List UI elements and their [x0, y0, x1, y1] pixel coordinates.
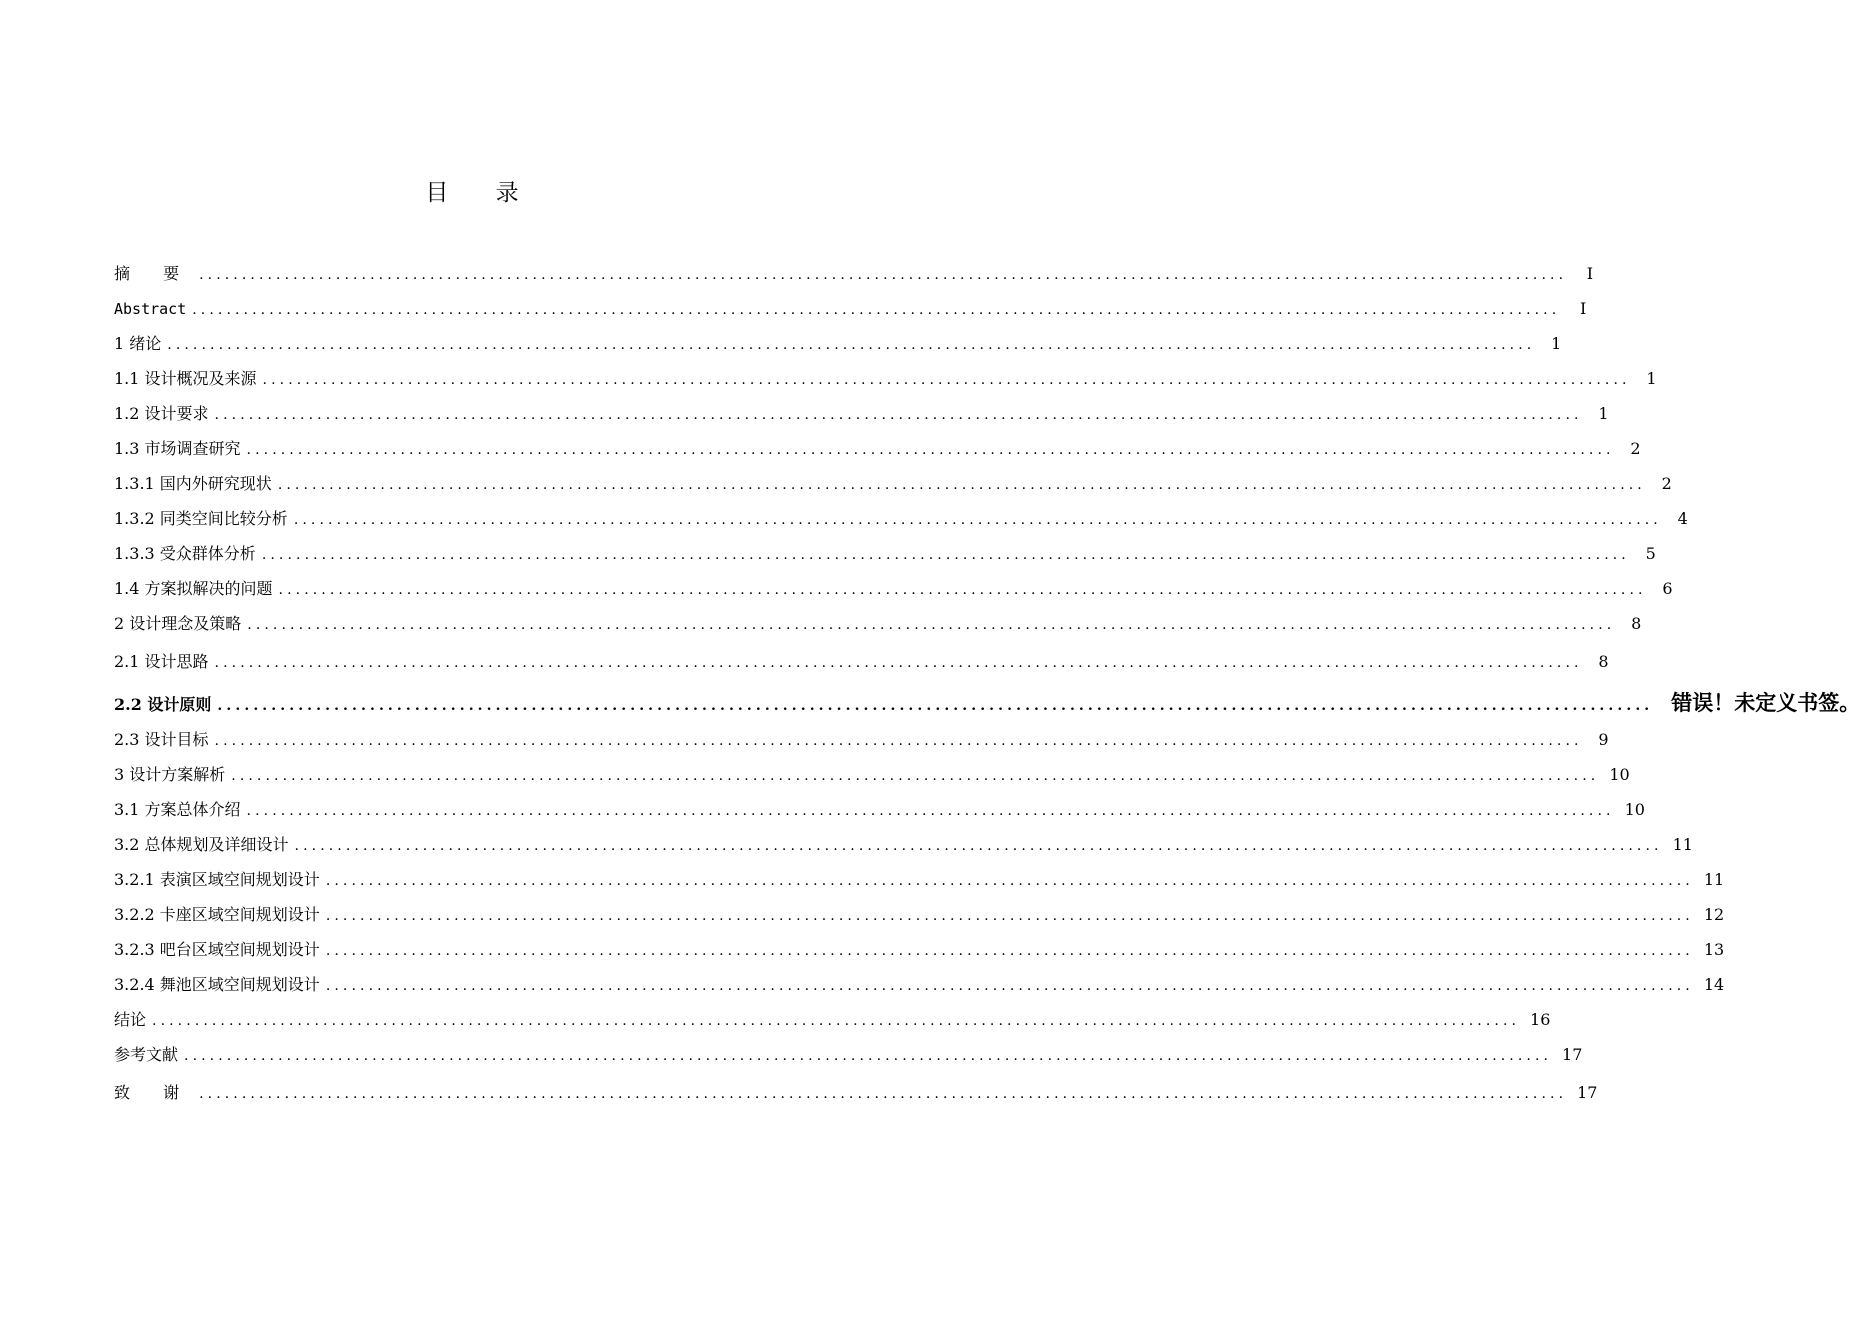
toc-entry-label: 1.3.2 同类空间比较分析: [114, 506, 294, 532]
toc-entry-3-2[interactable]: [114, 832, 1693, 858]
toc-dot-leader: ................................................................................................................................................................: [214, 407, 1583, 423]
toc-entry-references[interactable]: [114, 1042, 1583, 1068]
toc-entry-3-2-4[interactable]: [114, 972, 1725, 998]
toc-entry-label: 1.2 设计要求: [114, 401, 215, 427]
toc-entry-label: 1.3.3 受众群体分析: [114, 541, 262, 567]
toc-entry-3-2-1[interactable]: [114, 867, 1725, 893]
toc-entry-2-1[interactable]: [114, 649, 1609, 675]
toc-dot-leader: ................................................................................................................................................................: [325, 943, 1694, 959]
toc-entry-abstract-cn[interactable]: [114, 261, 1594, 287]
toc-dot-leader: ................................................................................................................................................................: [294, 838, 1663, 854]
toc-entry-page: 11: [1703, 870, 1725, 889]
toc-dot-leader: ................................................................................................................................................................: [325, 908, 1694, 924]
toc-entry-page: 5: [1645, 544, 1656, 563]
toc-entry-1-2[interactable]: [114, 401, 1609, 427]
toc-entry-chapter-2[interactable]: [114, 611, 1642, 637]
toc-entry-abstract-en[interactable]: [114, 296, 1587, 322]
toc-entry-label: 3.2.3 吧台区域空间规划设计: [114, 937, 326, 963]
toc-entry-page: 8: [1598, 652, 1609, 671]
toc-entry-page: 2: [1661, 474, 1672, 493]
toc-entry-label: 1.3.1 国内外研究现状: [114, 471, 278, 497]
toc-entry-page: 8: [1631, 614, 1642, 633]
toc-entry-page: 10: [1624, 800, 1645, 819]
toc-entry-1-3-3[interactable]: [114, 541, 1656, 567]
toc-dot-leader: ................................................................................................................................................................: [217, 698, 1654, 714]
toc-dot-leader: ................................................................................................................................................................: [278, 582, 1647, 598]
toc-entry-1-4[interactable]: [114, 576, 1673, 602]
toc-entry-label: 1.1 设计概况及来源: [114, 366, 263, 392]
toc-entry-label: 3.1 方案总体介绍: [114, 797, 247, 823]
toc-entry-1-1[interactable]: [114, 366, 1657, 392]
toc-dot-leader: ................................................................................................................................................................: [261, 547, 1630, 563]
toc-entry-3-2-2[interactable]: [114, 902, 1725, 928]
toc-entry-3-2-3[interactable]: [114, 937, 1725, 963]
toc-dot-leader: ................................................................................................................................................................: [277, 477, 1646, 493]
toc-entry-page: 1: [1598, 404, 1609, 423]
toc-entry-page: 11: [1672, 835, 1693, 854]
toc-entry-label: 1.3 市场调查研究: [114, 436, 247, 462]
toc-entry-page: 13: [1703, 940, 1725, 959]
toc-dot-leader: ................................................................................................................................................................: [184, 1048, 1553, 1064]
toc-entry-label: 致 谢: [114, 1080, 199, 1106]
toc-dot-leader: ................................................................................................................................................................: [246, 442, 1615, 458]
toc-entry-label: 3 设计方案解析: [114, 762, 231, 788]
toc-entry-chapter-1[interactable]: [114, 331, 1562, 357]
toc-entry-label: 2 设计理念及策略: [114, 611, 247, 637]
toc-dot-leader: ................................................................................................................................................................: [262, 372, 1631, 388]
toc-entry-page: 9: [1598, 730, 1609, 749]
toc-entry-page: 16: [1530, 1010, 1551, 1029]
toc-title: 目 录: [425, 180, 539, 206]
toc-entry-page: 4: [1677, 509, 1688, 528]
toc-dot-leader: ................................................................................................................................................................: [199, 267, 1568, 283]
toc-entry-page: 2: [1630, 439, 1641, 458]
toc-bookmark-error: 错误！未定义书签。: [1671, 691, 1860, 715]
toc-dot-leader: ................................................................................................................................................................: [325, 873, 1694, 889]
toc-entry-page: 12: [1703, 905, 1725, 924]
toc-entry-page: 14: [1703, 975, 1725, 994]
toc-entry-label: Abstract: [114, 296, 192, 322]
toc-entry-1-3-2[interactable]: [114, 506, 1688, 532]
toc-entry-conclusion[interactable]: [114, 1007, 1551, 1033]
toc-entry-page: 17: [1562, 1045, 1583, 1064]
toc-dot-leader: ................................................................................................................................................................: [214, 733, 1583, 749]
toc-entry-label: 2.3 设计目标: [114, 727, 215, 753]
toc-entry-label: 2.2 设计原则: [114, 692, 217, 718]
toc-entry-label: 2.1 设计思路: [114, 649, 215, 675]
toc-entry-chapter-3[interactable]: [114, 762, 1630, 788]
toc-entry-2-2[interactable]: [114, 690, 1860, 716]
toc-entry-label: 1.4 方案拟解决的问题: [114, 576, 279, 602]
toc-entry-label: 3.2.2 卡座区域空间规划设计: [114, 902, 326, 928]
toc-dot-leader: ................................................................................................................................................................: [152, 1013, 1521, 1029]
toc-entry-label: 摘 要: [114, 261, 199, 287]
toc-dot-leader: ................................................................................................................................................................: [293, 512, 1662, 528]
toc-entry-page: I: [1586, 264, 1594, 283]
toc-dot-leader: ................................................................................................................................................................: [214, 655, 1583, 671]
toc-entry-2-3[interactable]: [114, 727, 1609, 753]
toc-entry-label: 结论: [114, 1007, 152, 1033]
toc-entry-page: 1: [1551, 334, 1562, 353]
toc-entry-1-3[interactable]: [114, 436, 1641, 462]
toc-entry-label: 参考文献: [114, 1042, 184, 1068]
toc-entry-label: 3.2.4 舞池区域空间规划设计: [114, 972, 326, 998]
toc-entry-label: 1 绪论: [114, 331, 167, 357]
toc-entry-3-1[interactable]: [114, 797, 1645, 823]
toc-entry-page: 1: [1646, 369, 1657, 388]
toc-entry-1-3-1[interactable]: [114, 471, 1672, 497]
toc-entry-page: I: [1579, 299, 1587, 318]
toc-dot-leader: ................................................................................................................................................................: [192, 302, 1561, 318]
toc-entry-acknowledgements[interactable]: [114, 1080, 1598, 1106]
toc-entry-label: 3.2 总体规划及详细设计: [114, 832, 295, 858]
toc-dot-leader: ................................................................................................................................................................: [325, 978, 1694, 994]
toc-dot-leader: ................................................................................................................................................................: [167, 337, 1536, 353]
toc-dot-leader: ................................................................................................................................................................: [246, 803, 1615, 819]
toc-entry-page: 6: [1662, 579, 1673, 598]
toc-dot-leader: ................................................................................................................................................................: [231, 768, 1600, 784]
toc-entry-page: 10: [1609, 765, 1630, 784]
toc-entry-label: 3.2.1 表演区域空间规划设计: [114, 867, 326, 893]
toc-dot-leader: ................................................................................................................................................................: [247, 617, 1616, 633]
toc-dot-leader: ................................................................................................................................................................: [199, 1086, 1568, 1102]
toc-entry-page: 17: [1577, 1083, 1598, 1102]
